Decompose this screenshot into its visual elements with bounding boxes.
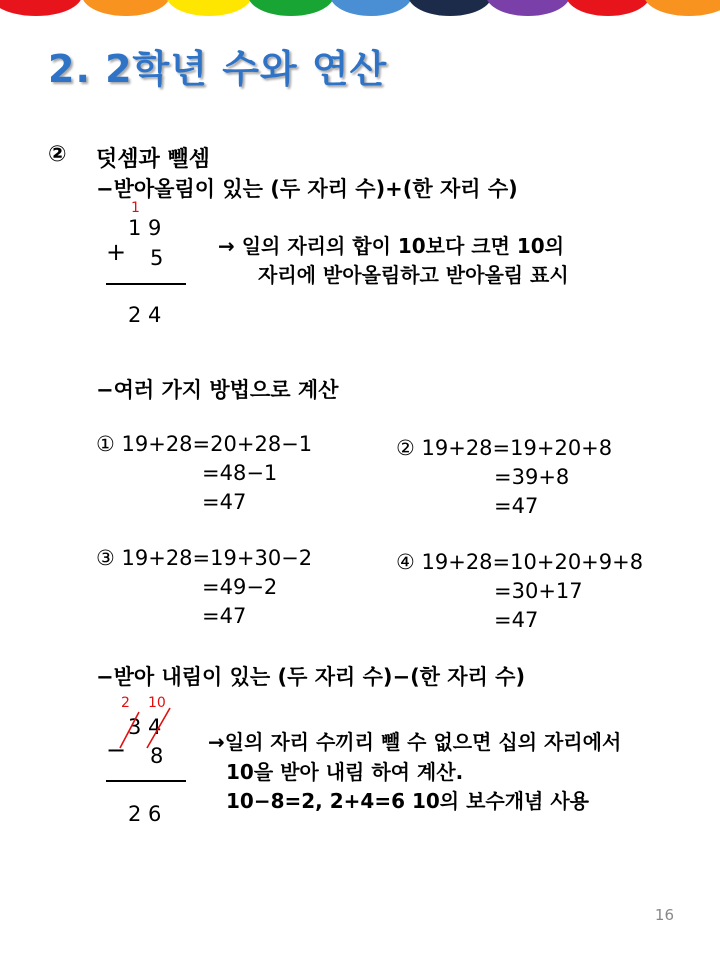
borrow-bottom-number: 8 [150,744,164,768]
color-blob [166,0,252,16]
carry-note-line1: → 일의 자리의 합이 10보다 크면 10의 [218,234,565,258]
page-title: 2. 2학년 수와 연산 [48,47,388,91]
borrow-mark-ones: 10 [148,695,166,711]
borrow-top-number: 3 4 [128,715,162,739]
carry-subtitle: −받아올림이 있는 (두 자리 수)+(한 자리 수) [96,177,518,201]
color-blob [0,0,82,16]
method-2-line1: ② 19+28=19+20+8 [396,436,613,460]
borrow-note-line1: →일의 자리 수끼리 뺄 수 없으면 십의 자리에서 [208,730,622,754]
method-2-line3: =47 [494,494,539,518]
color-blob [644,0,720,16]
carry-operator: + [106,238,127,266]
methods-subtitle: −여러 가지 방법으로 계산 [96,378,339,402]
ones-strike-line [147,708,170,748]
method-1-line1: ① 19+28=20+28−1 [96,432,313,456]
method-3-line2: =49−2 [202,575,278,599]
method-2-line2: =39+8 [494,465,570,489]
borrow-subtitle: −받아 내림이 있는 (두 자리 수)−(한 자리 수) [96,665,526,689]
color-blob [82,0,170,16]
carry-note-line2: 자리에 받아올림하고 받아올림 표시 [258,263,569,287]
borrow-note-line2: 10을 받아 내림 하여 계산. [226,760,464,784]
method-3-line1: ③ 19+28=19+30−2 [96,546,313,570]
method-4-line3: =47 [494,608,539,632]
borrow-diff-line [106,780,186,782]
section-marker: ② [48,142,67,167]
section-heading: 덧셈과 뺄셈 [96,147,210,172]
carry-top-number: 1 9 [128,216,162,240]
page-number: 16 [654,906,674,924]
method-1-line3: =47 [202,490,247,514]
method-3-line3: =47 [202,604,247,628]
carry-sum-line [106,283,186,285]
borrow-mark-tens: 2 [121,695,130,711]
method-4-line2: =30+17 [494,579,583,603]
borrow-result: 2 6 [128,802,162,826]
color-blob [248,0,334,16]
method-4-line1: ④ 19+28=10+20+9+8 [396,550,644,574]
color-blob [408,0,492,16]
color-blob [486,0,570,16]
color-blob [566,0,650,16]
borrow-operator: − [106,736,127,764]
carry-mark: 1 [131,200,140,216]
color-blob [330,0,412,16]
borrow-note-line3: 10−8=2, 2+4=6 10의 보수개념 사용 [226,789,589,813]
carry-bottom-number: 5 [150,246,164,270]
carry-result: 2 4 [128,303,162,327]
method-1-line2: =48−1 [202,461,278,485]
